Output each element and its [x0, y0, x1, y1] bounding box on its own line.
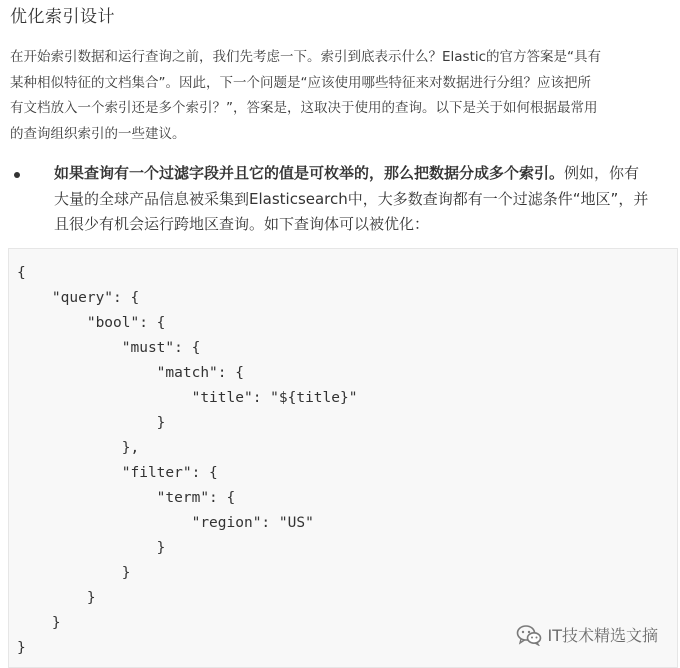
bullet-dot: [14, 172, 20, 178]
bullet-line: 大量的全球产品信息被采集到Elasticsearch中，大多数查询都有一个过滤条件“地区”，并: [54, 189, 649, 208]
code-line: "filter": {: [17, 465, 218, 481]
intro-line: 有文档放入一个索引还是多个索引？”，答案是，这取决于使用的查询。以下是关于如何根据最常用: [10, 100, 598, 117]
wechat-icon: [516, 624, 542, 646]
code-line: },: [17, 440, 140, 456]
code-line: }: [17, 415, 166, 431]
code-block: [8, 248, 678, 668]
code-line: }: [17, 540, 166, 556]
watermark: [516, 623, 659, 646]
intro-line: 某种相似特征的文档集合”。因此，下一个问题是“应该使用哪些特征来对数据进行分组？应该把所: [10, 74, 591, 91]
code-line: "region": "US": [17, 515, 314, 531]
bullet-line: 且很少有机会运行跨地区查询。如下查询体可以被优化：: [54, 215, 430, 233]
code-line: "bool": {: [17, 315, 166, 331]
code-line: }: [17, 565, 131, 581]
code-line: "title": "${title}": [17, 390, 358, 406]
code-line: }: [17, 615, 61, 631]
code-line: {: [17, 265, 26, 281]
watermark-text: IT技术精选文摘: [547, 626, 658, 645]
code-line: "query": {: [17, 290, 140, 306]
bullet-bold-text: 如果查询有一个过滤字段并且它的值是可枚举的，那么把数据分成多个索引。: [54, 164, 565, 182]
bullet-text: 例如，你有: [564, 164, 640, 182]
code-content: [17, 261, 357, 661]
intro-paragraph: [10, 45, 650, 147]
section-title: 优化索引设计: [10, 7, 115, 27]
intro-line: 在开始索引数据和运行查询之前，我们先考虑一下。索引到底表示什么？Elastic的官方答案是“具有: [10, 49, 602, 65]
code-line: }: [17, 640, 26, 656]
bullet-line: [36, 161, 676, 187]
code-line: "match": {: [17, 365, 244, 381]
code-line: "term": {: [17, 490, 236, 506]
code-line: "must": {: [17, 340, 201, 356]
bullet-item: [36, 161, 676, 238]
code-line: }: [17, 590, 96, 606]
intro-line: 的查询组织索引的一些建议。: [10, 125, 186, 142]
